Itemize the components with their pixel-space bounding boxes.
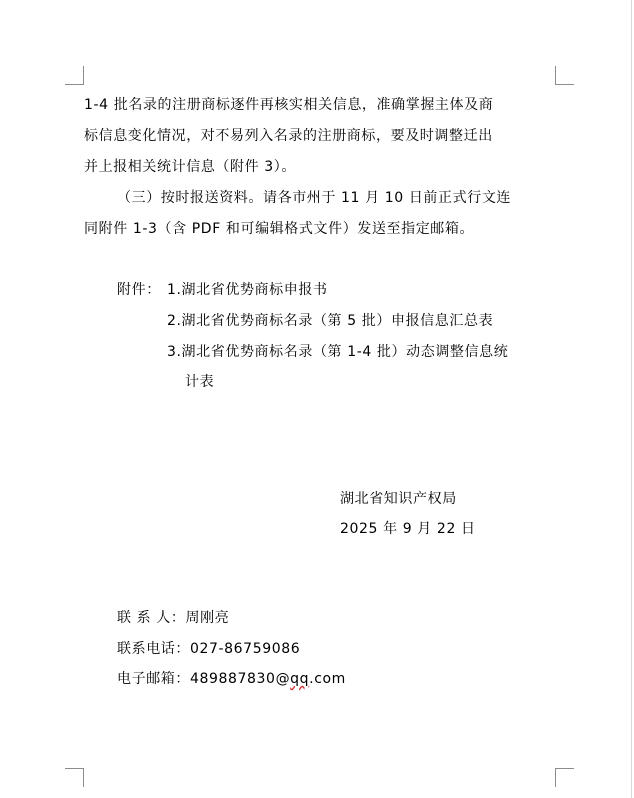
contact-phone: 联系电话：027-86759086 [117, 641, 301, 657]
crop-mark-bottom-left [65, 768, 84, 787]
signature-date: 2025 年 9 月 22 日 [340, 521, 476, 537]
spellcheck-flagged-word: qq [290, 671, 310, 687]
crop-mark-top-right [555, 66, 574, 85]
attachments-label: 附件： [117, 282, 161, 298]
body-paragraph-2-line-1: （三）按时报送资料。请各市州于 11 月 10 日前正式行文连 [117, 190, 512, 206]
crop-mark-bottom-right [555, 768, 574, 787]
signature-organization: 湖北省知识产权局 [340, 491, 457, 507]
contact-email [117, 669, 346, 689]
body-paragraph-1-line-2: 标信息变化情况，对不易列入名录的注册商标，要及时调整迁出 [84, 128, 493, 144]
contact-email-prefix: 电子邮箱：489887830@ [117, 671, 291, 687]
attachment-item-2: 2.湖北省优势商标名录（第 5 批）申报信息汇总表 [167, 313, 494, 329]
body-paragraph-2-line-2: 同附件 1-3（含 PDF 和可编辑格式文件）发送至指定邮箱。 [84, 221, 475, 237]
crop-mark-top-left [65, 66, 84, 85]
contact-person: 联 系 人：周刚亮 [117, 610, 230, 626]
attachment-item-3-continuation: 计表 [185, 374, 215, 390]
attachment-item-1: 1.湖北省优势商标申报书 [167, 282, 328, 298]
attachment-item-3: 3.湖北省优势商标名录（第 1-4 批）动态调整信息统 [167, 344, 509, 360]
contact-email-suffix: .com [309, 671, 346, 687]
body-paragraph-1-line-3: 并上报相关统计信息（附件 3）。 [84, 159, 296, 175]
body-paragraph-1-line-1: 1-4 批名录的注册商标逐件再核实相关信息，准确掌握主体及商 [84, 97, 494, 113]
